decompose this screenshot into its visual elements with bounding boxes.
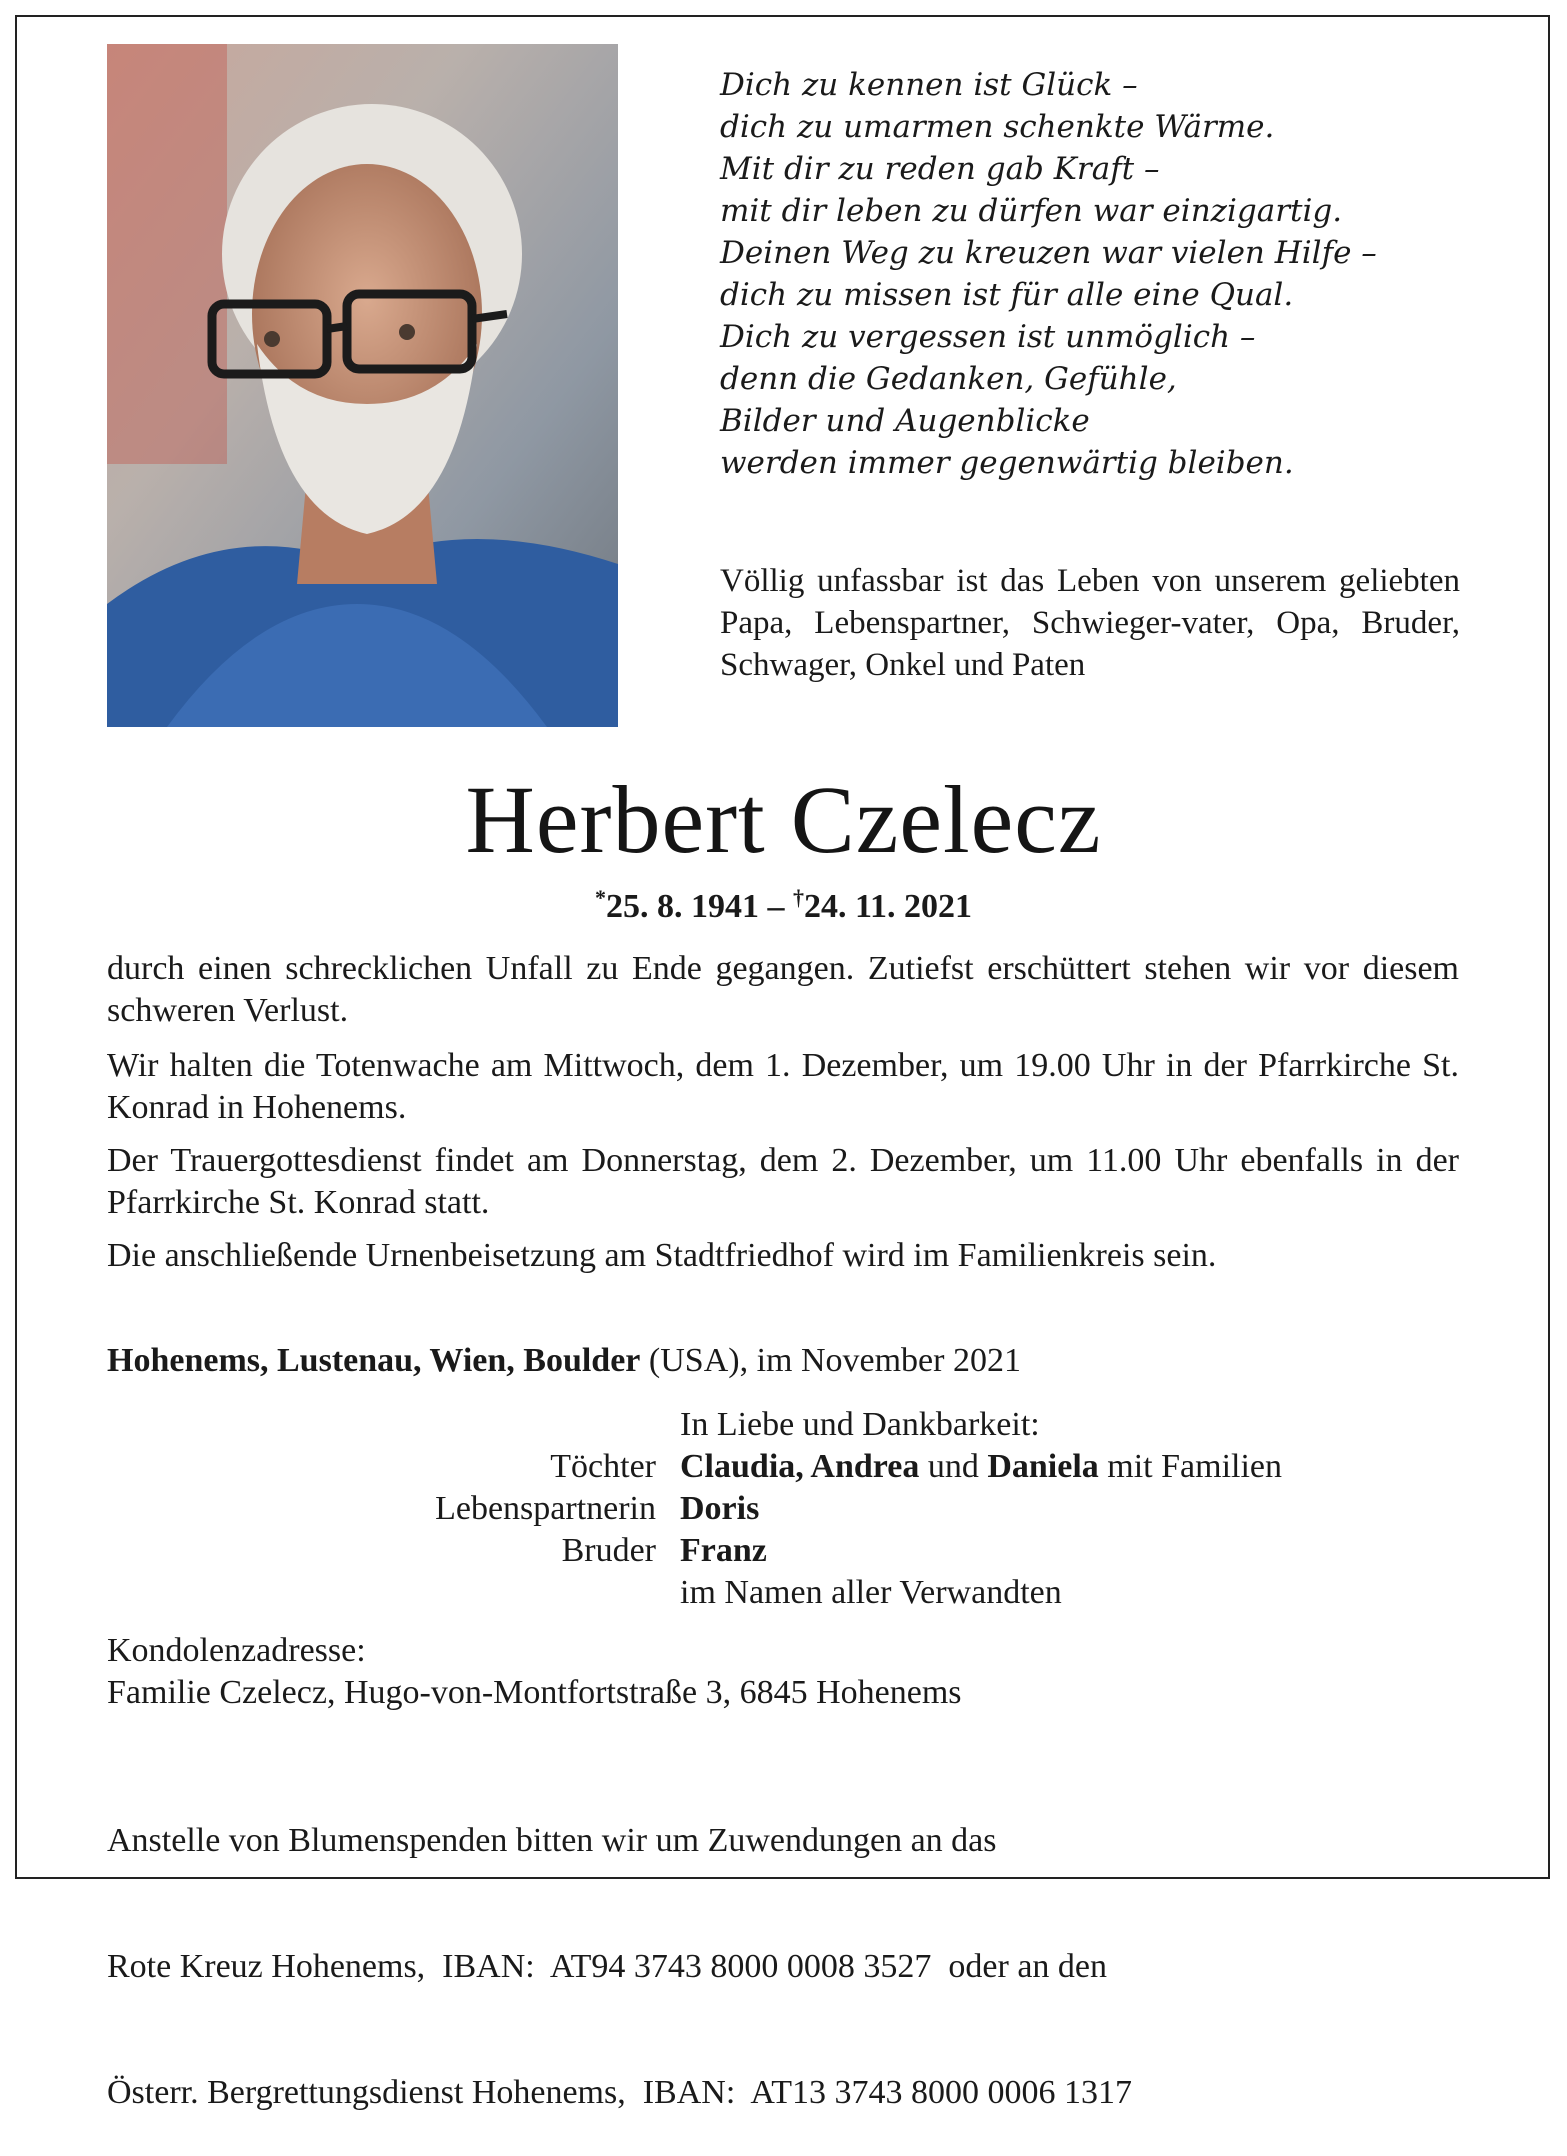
condolence-address-line: Familie Czelecz, Hugo-von-Montfortstraße 3, 6845 Hohenems: [107, 1674, 962, 1711]
condolence-address: [107, 1630, 962, 1714]
donation-note: [107, 1736, 1132, 2156]
signer-row-partner: [0, 1488, 1567, 1530]
poem-line: dich zu umarmen schenkte Wärme.: [720, 109, 1275, 145]
place-rest: (USA), im November 2021: [640, 1342, 1021, 1379]
signers-intro-row: [0, 1404, 1567, 1446]
signers-intro: In Liebe und Dankbarkeit:: [680, 1406, 1040, 1443]
place-cities: Hohenems, Lustenau, Wien, Boulder: [107, 1342, 641, 1379]
deceased-name: Herbert Czelecz: [465, 766, 1102, 873]
poem-line: Dich zu kennen ist Glück –: [720, 67, 1138, 103]
poem-line: Dich zu vergessen ist unmöglich –: [720, 319, 1256, 355]
daughters-rest: mit Familien: [1098, 1448, 1282, 1485]
donation-line-3: Österr. Bergrettungsdienst Hohenems, IBAN: AT13 3743 8000 0006 1317: [107, 2074, 1132, 2111]
donation-line-1: Anstelle von Blumenspenden bitten wir um Zuwendungen an das: [107, 1822, 997, 1859]
paragraph-accident: durch einen schrecklichen Unfall zu Ende gegangen. Zutiefst erschüttert stehen wir vor diesem schweren Verlust.: [107, 950, 1459, 1029]
poem-line: Mit dir zu reden gab Kraft –: [720, 151, 1160, 187]
paragraph-service: Der Trauergottesdienst findet am Donnerstag, dem 2. Dezember, um 11.00 Uhr ebenfalls in der Pfarrkirche St. Konrad statt.: [107, 1142, 1459, 1221]
signer-name-brother: [680, 1530, 767, 1572]
signers-closing-row: [0, 1572, 1567, 1614]
donation-line-2: Rote Kreuz Hohenems, IBAN: AT94 3743 8000 0008 3527 oder an den: [107, 1948, 1108, 1985]
brother-name: Franz: [680, 1532, 767, 1569]
condolence-label: Kondolenzadresse:: [107, 1632, 366, 1669]
signer-label-daughters: Töchter: [550, 1448, 656, 1485]
place-date: [107, 1340, 1021, 1382]
daughters-and: und: [919, 1448, 988, 1485]
poem-line: dich zu missen ist für alle eine Qual.: [720, 277, 1294, 313]
date-separator: –: [758, 888, 793, 925]
poem-line: Bilder und Augenblicke: [720, 403, 1090, 439]
birth-symbol: *: [594, 885, 606, 910]
signers-block: [0, 1404, 1567, 1614]
signer-label-brother: Bruder: [561, 1532, 656, 1569]
death-date: 24. 11. 2021: [803, 888, 973, 925]
death-symbol: †: [792, 885, 804, 910]
signer-names-daughters: [680, 1446, 1282, 1488]
paragraph-burial: Die anschließende Urnenbeisetzung am Stadtfriedhof wird im Familienkreis sein.: [107, 1237, 1217, 1274]
portrait-photo: [107, 44, 618, 727]
signer-name-partner: [680, 1488, 759, 1530]
poem-line: werden immer gegenwärtig bleiben.: [720, 445, 1294, 481]
signer-row-brother: [0, 1530, 1567, 1572]
poem-line: Deinen Weg zu kreuzen war vielen Hilfe –: [720, 235, 1377, 271]
life-dates: [0, 876, 1567, 929]
signer-row-daughters: [0, 1446, 1567, 1488]
daughter-name-3: Daniela: [987, 1448, 1099, 1485]
daughters-names: Claudia, Andrea: [680, 1448, 920, 1485]
partner-name: Doris: [680, 1490, 760, 1527]
poem-line: mit dir leben zu dürfen war einzigartig.: [720, 193, 1343, 229]
intro-text: Völlig unfassbar ist das Leben von unserem geliebten Papa, Lebenspartner, Schwieger-vater, Opa, Bruder, Schwager, Onkel und Paten: [720, 563, 1460, 683]
signer-label-partner: Lebenspartnerin: [435, 1490, 656, 1527]
paragraph-vigil: Wir halten die Totenwache am Mittwoch, dem 1. Dezember, um 19.00 Uhr in der Pfarrkirche St. Konrad in Hohenems.: [107, 1047, 1459, 1126]
poem-line: denn die Gedanken, Gefühle,: [720, 361, 1177, 397]
poem: [720, 64, 1377, 484]
signers-closing: im Namen aller Verwandten: [680, 1574, 1062, 1611]
birth-date: 25. 8. 1941: [605, 888, 759, 925]
